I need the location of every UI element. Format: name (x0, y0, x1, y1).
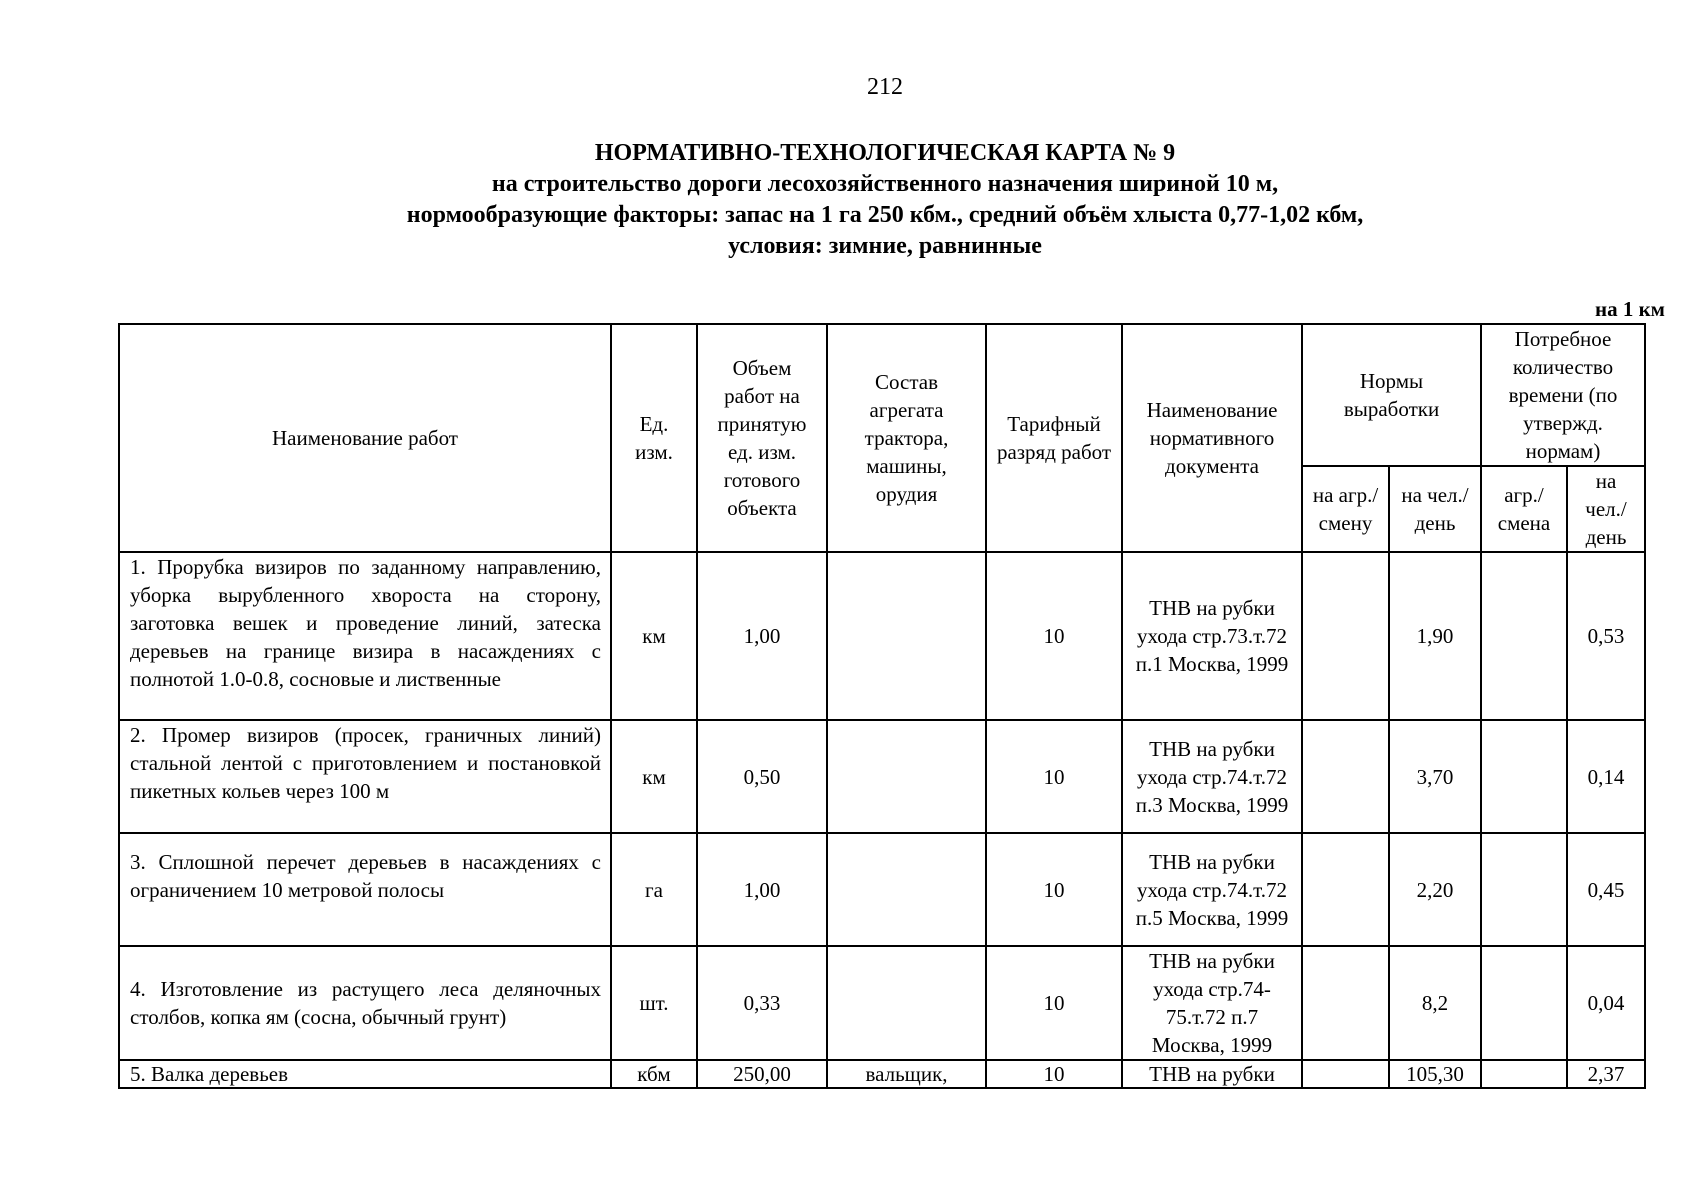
cell-tariff: 10 (986, 552, 1122, 720)
cell-time-agr (1481, 1060, 1567, 1088)
cell-volume: 0,50 (697, 720, 827, 833)
cell-norm-agr (1302, 946, 1389, 1060)
header-volume: Объем работ на принятую ед. изм. готового объекта (697, 324, 827, 552)
norm-table (118, 323, 1646, 1089)
cell-norm-man: 8,2 (1389, 946, 1481, 1060)
cell-document: ТНВ на рубки ухода стр.74.т.72 п.3 Москва, 1999 (1122, 720, 1302, 833)
cell-norm-man: 105,30 (1389, 1060, 1481, 1088)
cell-norm-agr (1302, 833, 1389, 946)
cell-time-man: 0,04 (1567, 946, 1645, 1060)
header-norm-agr: на агр./ смену (1302, 466, 1389, 552)
cell-work: 4. Изготовление из растущего леса деляночных столбов, копка ям (сосна, обычный грунт) (119, 946, 611, 1060)
cell-tariff: 10 (986, 720, 1122, 833)
table-row (119, 552, 1645, 720)
document-title: НОРМАТИВНО-ТЕХНОЛОГИЧЕСКАЯ КАРТА № 9 (594, 140, 1176, 166)
cell-document: ТНВ на рубки ухода стр.74.т.72 п.5 Москва, 1999 (1122, 833, 1302, 946)
cell-composition (827, 946, 986, 1060)
cell-volume: 1,00 (697, 833, 827, 946)
table-row (119, 720, 1645, 833)
cell-volume: 0,33 (697, 946, 827, 1060)
cell-norm-agr (1302, 720, 1389, 833)
table-header-row (119, 324, 1645, 466)
document-subtitle-line-1: на строительство дороги лесохозяйственного назначения шириной 10 м, (491, 171, 1279, 197)
header-time-man: на чел./ день (1567, 466, 1645, 552)
header-work-name: Наименование работ (119, 324, 611, 552)
document-subtitle-line-2: нормообразующие факторы: запас на 1 га 250 кбм., средний объём хлыста 0,77-1,02 кбм, (406, 202, 1364, 228)
cell-tariff: 10 (986, 1060, 1122, 1088)
cell-volume: 1,00 (697, 552, 827, 720)
cell-unit: кбм (611, 1060, 697, 1088)
cell-unit: га (611, 833, 697, 946)
cell-work: 1. Прорубка визиров по заданному направлению, уборка вырубленного хвороста на сторону, заготовка вешек и проведение линий, затеска деревьев на границе визира в насаждениях с полнотой 1.0-0.8, сосновые и лиственные (119, 552, 611, 720)
table-row (119, 1060, 1645, 1088)
cell-time-agr (1481, 720, 1567, 833)
cell-norm-man: 2,20 (1389, 833, 1481, 946)
cell-tariff: 10 (986, 946, 1122, 1060)
cell-composition (827, 833, 986, 946)
cell-document: ТНВ на рубки (1122, 1060, 1302, 1088)
cell-tariff: 10 (986, 833, 1122, 946)
cell-time-agr (1481, 946, 1567, 1060)
cell-time-man: 0,53 (1567, 552, 1645, 720)
cell-unit: км (611, 552, 697, 720)
cell-work: 3. Сплошной перечет деревьев в насаждениях с ограничением 10 метровой полосы (119, 833, 611, 946)
header-document: Наименование нормативного документа (1122, 324, 1302, 552)
cell-norm-man: 1,90 (1389, 552, 1481, 720)
cell-document: ТНВ на рубки ухода стр.74-75.т.72 п.7 Москва, 1999 (1122, 946, 1302, 1060)
table-row (119, 833, 1645, 946)
cell-composition (827, 552, 986, 720)
header-time-agr: агр./ смена (1481, 466, 1567, 552)
cell-norm-man: 3,70 (1389, 720, 1481, 833)
cell-document: ТНВ на рубки ухода стр.73.т.72 п.1 Москва, 1999 (1122, 552, 1302, 720)
cell-time-agr (1481, 833, 1567, 946)
cell-norm-agr (1302, 1060, 1389, 1088)
page-number: 212 (867, 74, 903, 100)
table-row (119, 946, 1645, 1060)
document-subtitle-line-3: условия: зимние, равнинные (728, 233, 1042, 259)
header-norm-man: на чел./ день (1389, 466, 1481, 552)
cell-composition: вальщик, (827, 1060, 986, 1088)
document-title-block (0, 138, 1697, 262)
header-time: Потребное количество времени (по утвержд. нормам) (1481, 324, 1645, 466)
header-tariff: Тарифный разряд работ (986, 324, 1122, 552)
cell-time-man: 0,14 (1567, 720, 1645, 833)
cell-work: 2. Промер визиров (просек, граничных линий) стальной лентой с приготовлением и постановкой пикетных кольев через 100 м (119, 720, 611, 833)
header-norms: Нормы выработки (1302, 324, 1481, 466)
cell-composition (827, 720, 986, 833)
unit-note: на 1 км (1594, 297, 1665, 321)
header-composition: Состав агрегата трактора, машины, орудия (827, 324, 986, 552)
cell-unit: шт. (611, 946, 697, 1060)
cell-norm-agr (1302, 552, 1389, 720)
cell-work: 5. Валка деревьев (119, 1060, 611, 1088)
header-unit: Ед. изм. (611, 324, 697, 552)
cell-volume: 250,00 (697, 1060, 827, 1088)
cell-time-man: 2,37 (1567, 1060, 1645, 1088)
cell-time-man: 0,45 (1567, 833, 1645, 946)
cell-unit: км (611, 720, 697, 833)
cell-time-agr (1481, 552, 1567, 720)
